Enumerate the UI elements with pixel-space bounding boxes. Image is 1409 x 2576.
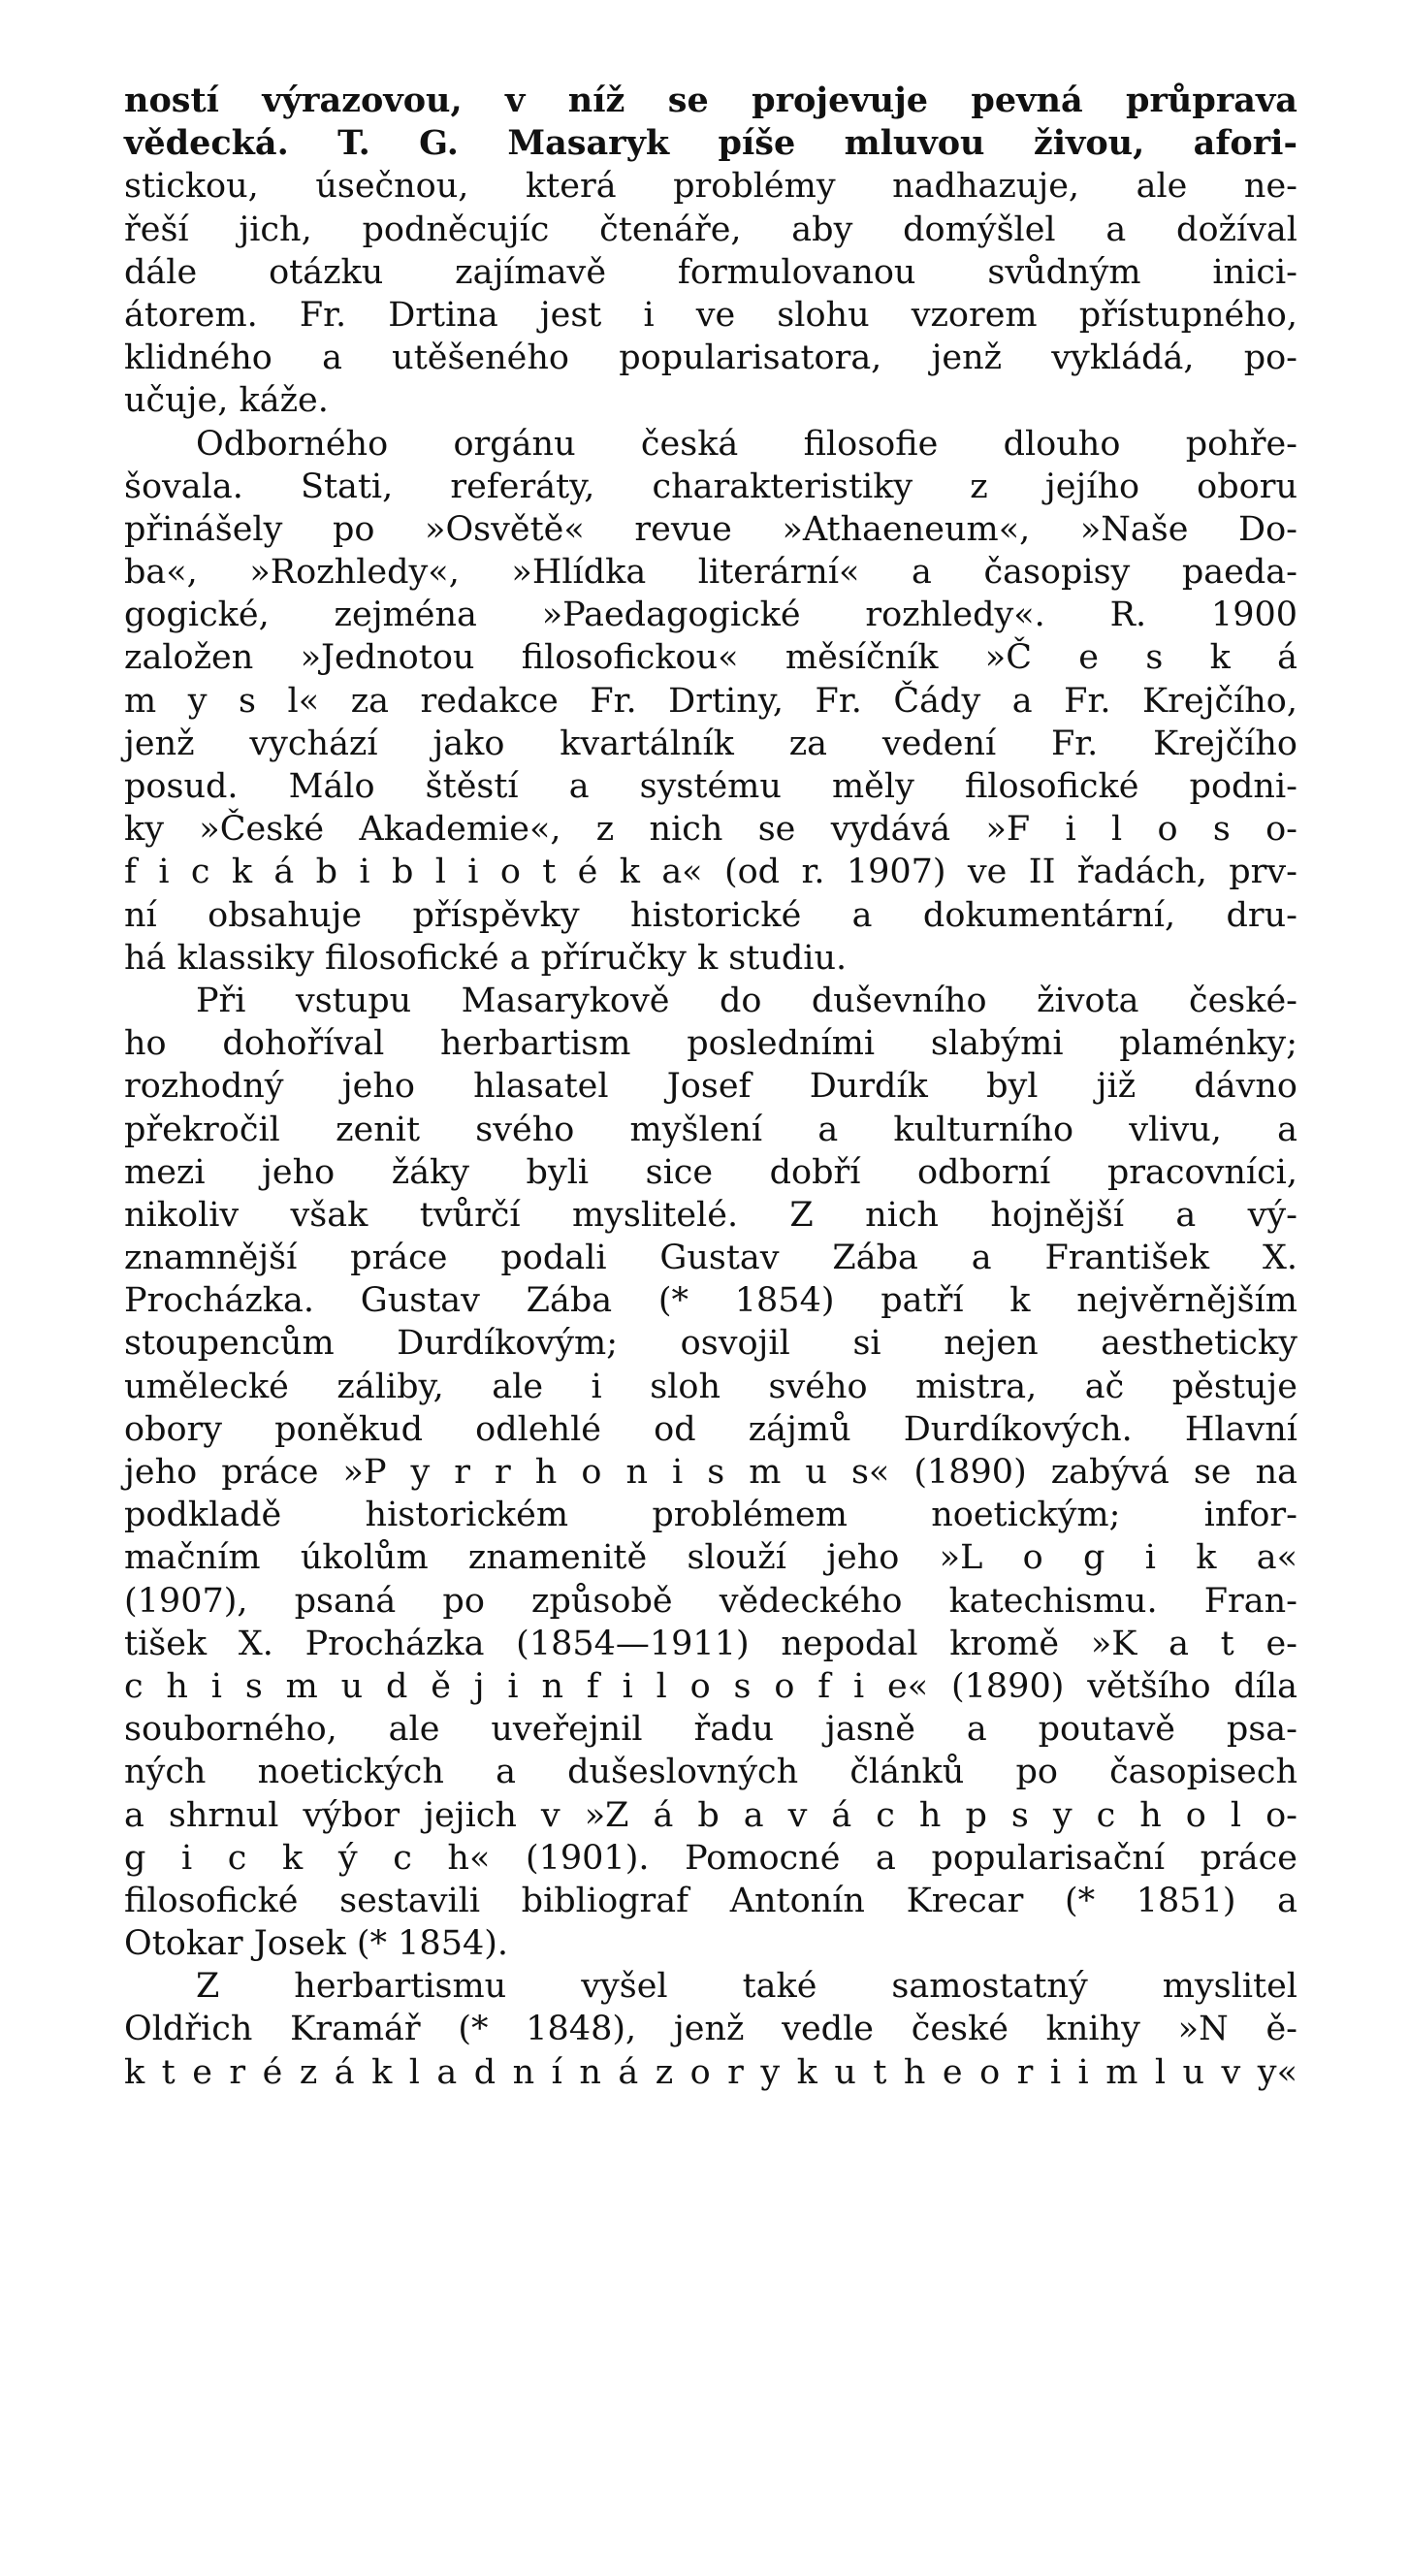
text-line: rozhodný jeho hlasatel Josef Durdík byl již dávno <box>124 1067 1297 1107</box>
text-line: Procházka. Gustav Zába (* 1854) patří k nejvěrnějším <box>124 1281 1297 1321</box>
text-line: řeší jich, podněcujíc čtenáře, aby domýšlel a dožíval <box>124 209 1297 249</box>
text-line: átorem. Fr. Drtina jest i ve slohu vzorem přístupného, <box>124 295 1297 335</box>
paragraph <box>124 1965 1297 2094</box>
text-line: ní obsahuje příspěvky historické a dokumentární, dru- <box>124 895 1297 935</box>
text-line: založen »Jednotou filosofickou« měsíčník »Č e s k á <box>124 638 1297 678</box>
paragraph <box>124 423 1297 980</box>
text-line: m y s l« za redakce Fr. Drtiny, Fr. Čády a Fr. Krejčího, <box>124 681 1297 721</box>
text-line: ky »České Akademie«, z nich se vydává »F i l o s o- <box>124 810 1297 850</box>
text-line: há klassiky filosofické a příručky k studiu. <box>124 938 848 978</box>
text-line: nikoliv však tvůrčí myslitelé. Z nich hojnější a vý- <box>124 1195 1297 1235</box>
text-line: Oldřich Kramář (* 1848), jenž vedle české knihy »N ě- <box>124 2010 1297 2049</box>
text-line: k t e r é z á k l a d n í n á z o r y k u t h e o r i i m l u v y« <box>124 2052 1297 2092</box>
text-line: Odborného orgánu česká filosofie dlouho pohře- <box>196 424 1297 464</box>
text-line: mezi jeho žáky byli sice dobří odborní pracovníci, <box>124 1152 1297 1192</box>
paragraph <box>124 980 1297 1965</box>
text-line: ho dohoříval herbartism posledními slabými plaménky; <box>124 1024 1297 1064</box>
text-line: učuje, káže. <box>124 381 329 421</box>
text-line: (1907), psaná po způsobě vědeckého katechismu. Fran- <box>124 1581 1297 1621</box>
text-line: znamnější práce podali Gustav Zába a František X. <box>124 1239 1297 1278</box>
text-line: mačním úkolům znamenitě slouží jeho »L o g i k a« <box>124 1538 1297 1578</box>
text-line: f i c k á b i b l i o t é k a« (od r. 1907) ve II řadách, prv- <box>124 853 1297 892</box>
text-line: umělecké záliby, ale i sloh svého mistra, ač pěstuje <box>124 1367 1297 1406</box>
text-line: šovala. Stati, referáty, charakteristiky z jejího oboru <box>124 467 1297 506</box>
text-column <box>124 80 1297 2094</box>
text-line: jeho práce »P y r r h o n i s m u s« (1890) zabývá se na <box>124 1453 1297 1492</box>
text-line: filosofické sestavili bibliograf Antonín Krecar (* 1851) a <box>124 1881 1297 1920</box>
text-line: a shrnul výbor jejich v »Z á b a v á c h p s y c h o l o- <box>124 1795 1297 1835</box>
text-line: c h i s m u d ě j i n f i l o s o f i e« (1890) většího díla <box>124 1666 1297 1706</box>
text-line: Z herbartismu vyšel také samostatný myslitel <box>196 1967 1297 2007</box>
paragraph <box>124 80 1297 423</box>
text-line: podkladě historickém problémem noetickým; infor- <box>124 1496 1297 1535</box>
text-line: ných noetických a dušeslovných článků po časopisech <box>124 1753 1297 1792</box>
text-line: dále otázku zajímavě formulovanou svůdným inici- <box>124 252 1297 292</box>
text-line: překročil zenit svého myšlení a kulturního vlivu, a <box>124 1110 1297 1149</box>
text-line: přinášely po »Osvětě« revue »Athaeneum«, »Naše Do- <box>124 509 1297 549</box>
text-line: posud. Málo štěstí a systému měly filosofické podni- <box>124 767 1297 806</box>
text-line: souborného, ale uveřejnil řadu jasně a poutavě psa- <box>124 1710 1297 1750</box>
text-line: klidného a utěšeného popularisatora, jenž vykládá, po- <box>124 338 1297 378</box>
text-line: Při vstupu Masarykově do duševního života české- <box>196 981 1297 1020</box>
text-line: gogické, zejména »Paedagogické rozhledy«. R. 1900 <box>124 596 1297 635</box>
text-line: jenž vychází jako kvartálník za vedení Fr. Krejčího <box>124 724 1297 763</box>
text-line: Otokar Josek (* 1854). <box>124 1924 509 1964</box>
text-line: stickou, úsečnou, která problémy nadhazuje, ale ne- <box>124 167 1297 207</box>
text-line: ností výrazovou, v níž se projevuje pevná průprava <box>124 80 1297 120</box>
text-line: ba«, »Rozhledy«, »Hlídka literární« a časopisy paeda- <box>124 553 1297 593</box>
text-line: g i c k ý c h« (1901). Pomocné a popularisační práce <box>124 1838 1297 1878</box>
text-line: stoupencům Durdíkovým; osvojil si nejen aestheticky <box>124 1324 1297 1364</box>
text-line: tišek X. Procházka (1854—1911) nepodal kromě »K a t e- <box>124 1624 1297 1663</box>
text-line: vědecká. T. G. Masaryk píše mluvou živou, afori- <box>124 123 1297 164</box>
text-line: obory poněkud odlehlé od zájmů Durdíkových. Hlavní <box>124 1409 1297 1449</box>
